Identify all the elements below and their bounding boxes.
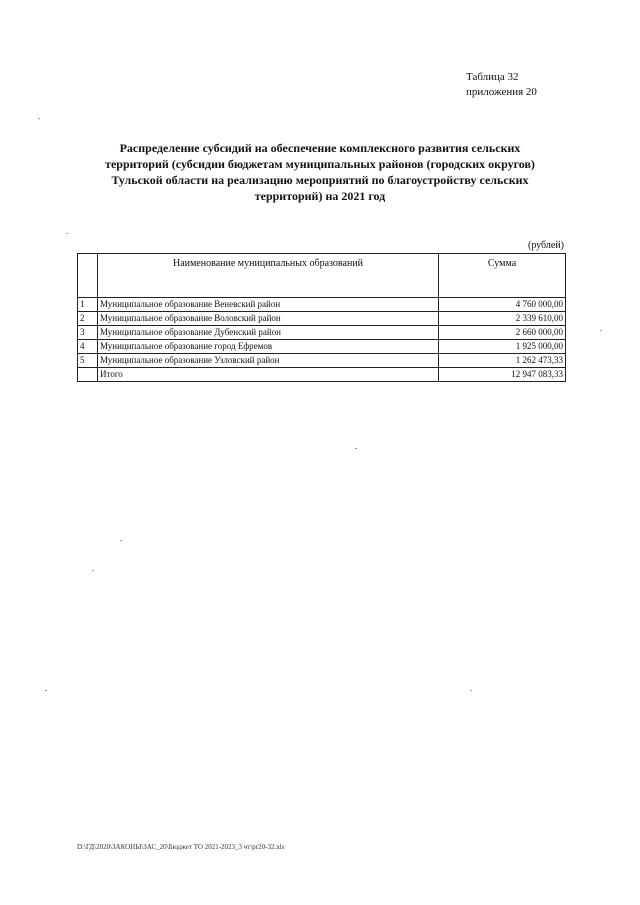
table-row: [78, 326, 566, 340]
row-municipality: Муниципальное образование город Ефремов: [98, 340, 439, 354]
table-row: [78, 298, 566, 312]
scan-speck: [38, 118, 40, 119]
document-title: [80, 140, 560, 204]
title-line: территорий (субсидии бюджетам муниципальных районов (городских округов): [105, 157, 535, 171]
row-number: 2: [78, 312, 98, 326]
total-amount: 12 947 083,33: [439, 368, 566, 382]
scan-speck: [45, 690, 47, 691]
total-number: [78, 368, 98, 382]
row-amount: 2 660 000,00: [439, 326, 566, 340]
total-row: [78, 368, 566, 382]
row-number: 4: [78, 340, 98, 354]
scan-speck: [92, 570, 94, 571]
title-line: территорий) на 2021 год: [254, 189, 386, 203]
total-label: Итого: [98, 368, 439, 382]
row-amount: 1 925 000,00: [439, 340, 566, 354]
subsidy-table: [77, 253, 566, 382]
scan-speck: [120, 540, 122, 541]
table-number: Таблица 32: [466, 71, 519, 83]
scan-speck: [66, 233, 68, 234]
scan-speck: [600, 330, 602, 331]
row-number: 3: [78, 326, 98, 340]
scan-speck: [355, 448, 357, 449]
table-row: [78, 312, 566, 326]
table-header-row: [78, 254, 566, 298]
header-name: Наименование муниципальных образований: [98, 254, 439, 298]
appendix-reference: [466, 70, 537, 100]
row-number: 5: [78, 354, 98, 368]
file-path-footer: D:\ГД\2020\ЗАКОНЫ\ЗАС_20\Бюджет ТО 2021-2023_3 чт\pr20-32.xls: [77, 843, 285, 851]
unit-label: (рублей): [527, 240, 564, 251]
row-municipality: Муниципальное образование Веневский район: [98, 298, 439, 312]
header-num: [78, 254, 98, 298]
row-amount: 4 760 000,00: [439, 298, 566, 312]
scan-speck: [470, 690, 472, 691]
header-amount: Сумма: [439, 254, 566, 298]
row-number: 1: [78, 298, 98, 312]
row-amount: 2 339 610,00: [439, 312, 566, 326]
row-municipality: Муниципальное образование Узловский район: [98, 354, 439, 368]
title-line: Распределение субсидий на обеспечение комплексного развития сельских: [119, 141, 521, 155]
title-line: Тульской области на реализацию мероприятий по благоустройству сельских: [111, 173, 529, 187]
appendix-number: приложения 20: [466, 86, 537, 98]
table-row: [78, 354, 566, 368]
row-municipality: Муниципальное образование Воловский район: [98, 312, 439, 326]
table-row: [78, 340, 566, 354]
row-amount: 1 262 473,33: [439, 354, 566, 368]
row-municipality: Муниципальное образование Дубенский район: [98, 326, 439, 340]
